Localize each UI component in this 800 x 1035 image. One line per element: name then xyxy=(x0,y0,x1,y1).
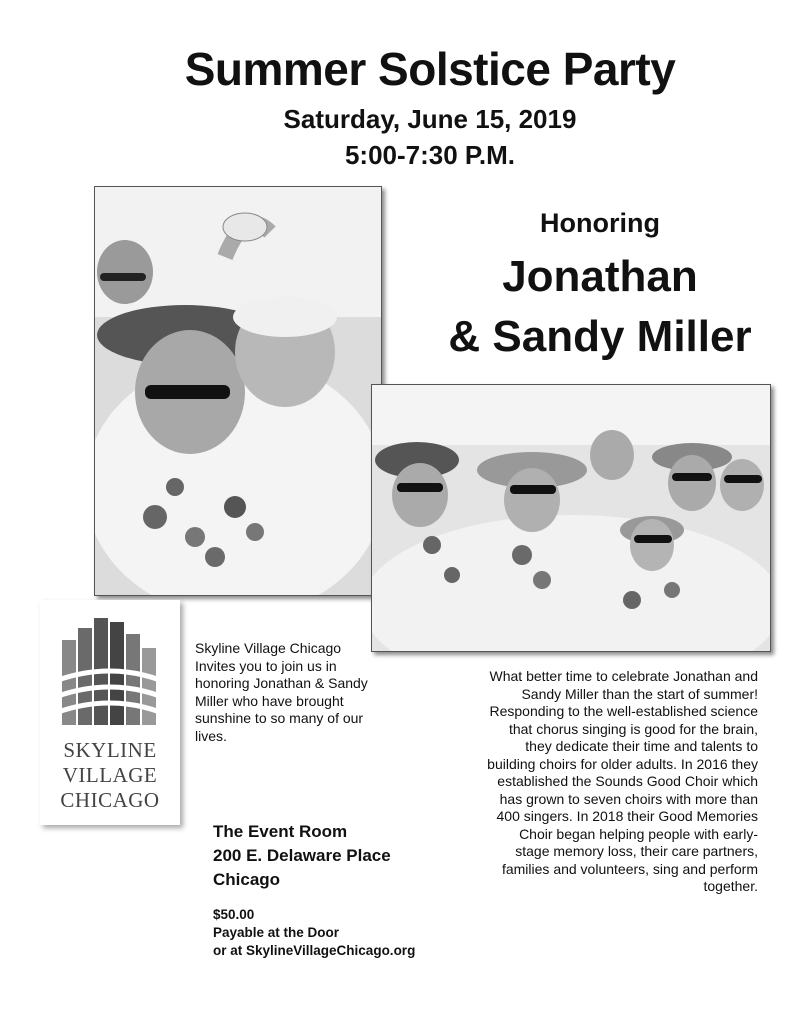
invitation-text: Skyline Village Chicago Invites you to join us in honoring Jonathan & Sandy Miller who have brought sunshine to so many of our lives. xyxy=(195,640,368,744)
honoring-label: Honoring xyxy=(540,208,660,238)
event-date: Saturday, June 15, 2019 xyxy=(283,104,577,134)
party-photo-left-image xyxy=(95,187,381,595)
ticket-price: $50.00 xyxy=(213,907,255,922)
logo-word-chicago: CHICAGO xyxy=(60,788,160,812)
venue-name: The Event Room xyxy=(213,822,348,841)
party-photo-right-image xyxy=(372,385,770,651)
skyline-buildings-icon xyxy=(40,600,180,735)
payment-website: or at SkylineVillageChicago.org xyxy=(213,943,416,958)
payment-door: Payable at the Door xyxy=(213,925,340,940)
venue-block xyxy=(213,820,391,892)
party-photo-left xyxy=(94,186,382,596)
skyline-village-logo xyxy=(40,600,180,825)
honoree-description: What better time to celebrate Jonathan and Sandy Miller than the start of summer! Responding to the well-established science that chorus singing is good for the brain, they dedicate their time and talents to building choirs for older adults. In 2016 they established the Sounds Good Choir which has grown to seven choirs with more than 400 singers. In 2018 their Good Memories Choir began helping people with early-stage memory loss, their care partners, families and volunteers, sing and perform together. xyxy=(487,668,758,894)
price-block xyxy=(213,906,415,960)
venue-city: Chicago xyxy=(213,870,281,889)
honoree-name-line1: Jonathan xyxy=(502,252,698,301)
venue-address: 200 E. Delaware Place xyxy=(213,846,391,865)
logo-word-skyline: SKYLINE xyxy=(63,738,157,762)
logo-word-village: VILLAGE xyxy=(62,763,158,787)
event-time: 5:00-7:30 P.M. xyxy=(344,140,516,170)
page-title: Summer Solstice Party xyxy=(184,43,676,95)
honoree-name-line2: & Sandy Miller xyxy=(448,312,752,361)
party-photo-right xyxy=(371,384,771,652)
